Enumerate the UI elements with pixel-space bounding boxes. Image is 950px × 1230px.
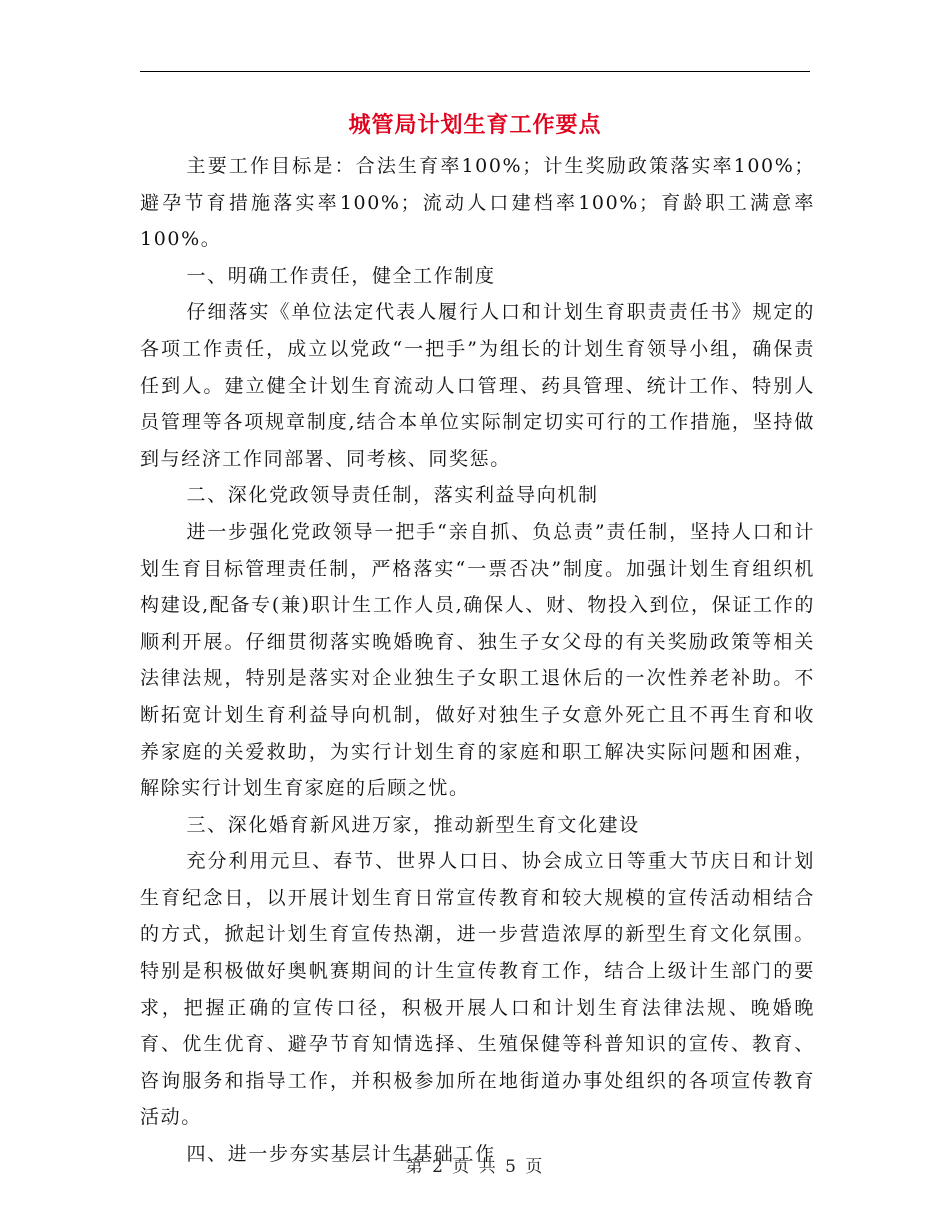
section-heading-3: 三、深化婚育新风进万家，推动新型生育文化建设 [186, 813, 640, 836]
paragraph-goals: 主要工作目标是：合法生育率100%；计生奖励政策落实率100%；避孕节育措施落实率100%；流动人口建档率100%；育龄职工满意率100%。 [140, 155, 815, 251]
section-heading-2: 二、深化党政领导责任制，落实利益导向机制 [186, 484, 599, 507]
document-body [140, 148, 815, 1173]
document-title: 城管局计划生育工作要点 [348, 112, 602, 138]
paragraph-section-2: 进一步强化党政领导一把手“亲自抓、负总责”责任制，坚持人口和计划生育目标管理责任制，严格落实“一票否决”制度。加强计划生育组织机构建设,配备专(兼)职计生工作人员,确保人、财、物投入到位，保证工作的顺利开展。仔细贯彻落实晚婚晚育、独生子女父母的有关奖励政策等相关法律法规，特别是落实对企业独生子女职工退休后的一次性养老补助。不断拓宽计划生育利益导向机制，做好对独生子女意外死亡且不再生育和收养家庭的关爱救助，为实行计划生育的家庭和职工解决实际问题和困难，解除实行计划生育家庭的后顾之忧。 [140, 520, 815, 800]
page-number: 第 2 页 共 5 页 [405, 1157, 545, 1177]
paragraph-section-3: 充分利用元旦、春节、世界人口日、协会成立日等重大节庆日和计划生育纪念日，以开展计划生育日常宣传教育和较大规模的宣传活动相结合的方式，掀起计划生育宣传热潮，进一步营造浓厚的新型生育文化氛围。特别是积极做好奥帆赛期间的计生宣传教育工作，结合上级计生部门的要求，把握正确的宣传口径，积极开展人口和计划生育法律法规、晚婚晚育、优生优育、避孕节育知情选择、生殖保健等科普知识的宣传、教育、咨询服务和指导工作，并积极参加所在地街道办事处组织的各项宣传教育活动。 [140, 850, 815, 1129]
paragraph-section-1: 仔细落实《单位法定代表人履行人口和计划生育职责责任书》规定的各项工作责任，成立以党政“一把手”为组长的计划生育领导小组，确保责任到人。建立健全计划生育流动人口管理、药具管理、统计工作、特别人员管理等各项规章制度,结合本单位实际制定切实可行的工作措施，坚持做到与经济工作同部署、同考核、同奖惩。 [140, 301, 815, 470]
section-heading-4: 四、进一步夯实基层计生基础工作 [186, 1143, 496, 1166]
header-rule [140, 71, 810, 72]
section-heading-1: 一、明确工作责任，健全工作制度 [186, 264, 496, 287]
